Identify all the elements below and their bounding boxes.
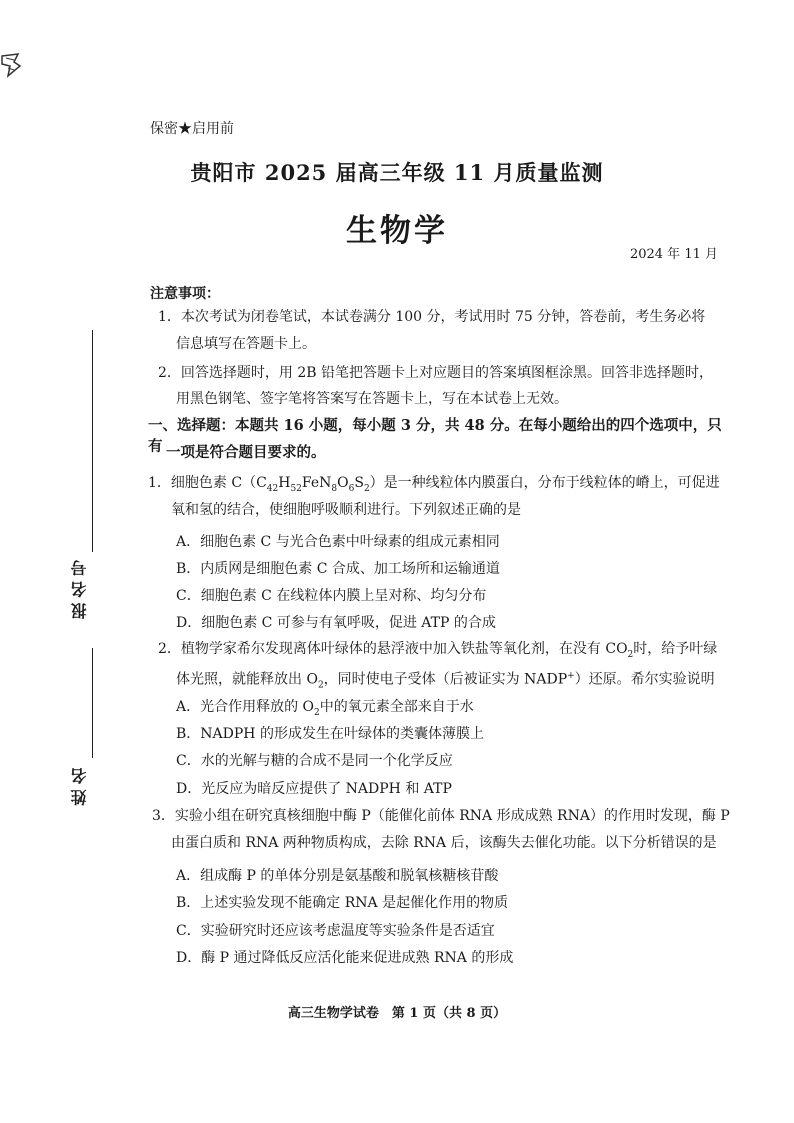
binding-line-middle [92,648,93,758]
q2-sub: 2 [317,680,324,691]
q3-option-a: A．组成酶 P 的单体分别是氨基酸和脱氧核糖核苷酸 [176,868,499,884]
q1-sub: 52 [290,483,302,494]
confidential-mark: 保密★启用前 [150,121,234,137]
section-heading: 一、选择题：本题共 16 小题，每小题 3 分，共 48 分。在每小题给出的四个选项中，只有 [148,417,722,455]
q1-stem-end: ）是一种线粒体内膜蛋白，分布于线粒体的嵴上，可促进 [369,475,720,491]
corner-scan-mark [0,52,22,78]
q2-option-a [176,696,474,718]
question-3-stem: 3．实验小组在研究真核细胞中酶 P（能催化前体 RNA 形成成熟 RNA）的作用时发现，酶 P [152,808,730,824]
q2-option-c: C．水的光解与糖的合成不是同一个化学反应 [176,753,453,769]
exam-number-label: 报 名 号 [70,560,89,620]
q3-option-b: B．上述实验发现不能确定 RNA 是起催化作用的物质 [176,895,509,911]
q1-formula: H [278,475,291,491]
question-1-stem-cont: 氧和氢的结合，使细胞呼吸顺利进行。下列叙述正确的是 [171,502,521,518]
question-3-stem-cont: 由蛋白质和 RNA 两种物质构成，去除 RNA 后，该酶失去催化功能。以下分析错误的是 [171,835,717,851]
q2-option-b: B．NADPH 的形成发生在叶绿体的类囊体薄膜上 [176,726,484,742]
question-2-stem-cont [176,663,736,699]
q1-option-b: B．内质网是细胞色素 C 合成、加工场所和运输通道 [176,561,500,577]
q2-option-d: D．光反应为暗反应提供了 NADPH 和 ATP [176,781,452,797]
exam-title: 贵阳市 2025 届高三年级 11 月质量监测 [190,160,604,185]
notice-item-2-cont: 用黑色钢笔、签字笔将答案写在答题卡上，写在本试卷上无效。 [176,391,568,407]
q3-option-c: C．实验研究时还应该考虑温度等实验条件是否适宜 [176,923,495,939]
q1-formula: S [354,475,364,491]
q1-option-a: A．细胞色素 C 与光合色素中叶绿素的组成元素相同 [176,534,500,550]
binding-line-top [92,330,93,552]
notice-item-1: 1．本次考试为闭卷笔试，本试卷满分 100 分，考试用时 75 分钟，答卷前，考生务必将 [158,309,706,325]
q2-line2-b: ，同时使电子受体（后被证实为 NADP [323,671,568,688]
q3-option-d: D．酶 P 通过降低反应活化能来促进成熟 RNA 的形成 [176,950,514,966]
q1-sub: 2 [363,483,370,494]
q1-formula: FeN [301,475,332,491]
q1-formula: O [337,475,349,491]
q1-sub: 42 [266,483,279,494]
q1-option-d: D．细胞色素 C 可参与有氧呼吸，促进 ATP 的合成 [176,615,496,631]
exam-date: 2024 年 11 月 [629,247,718,262]
q1-option-c: C．细胞色素 C 在线粒体内膜上呈对称、均匀分布 [176,588,487,604]
page-footer: 高三生物学试卷 第 1 页（共 8 页） [287,1006,507,1021]
q2-a-text-end: 中的氧元素全部来自于水 [319,699,474,715]
notice-item-1-cont: 信息填写在答题卡上。 [176,336,316,352]
q2-a-text: A．光合作用释放的 O [176,699,315,715]
subject-title: 生物学 [346,213,448,249]
q2-sup: + [567,671,575,681]
q2-sub: 2 [627,649,634,660]
q2-line2-c: ）还原。希尔实验说明 [574,671,715,688]
q1-stem-start: 1．细胞色素 C（C [148,475,267,491]
notice-item-2: 2．回答选择题时，用 2B 铅笔把答题卡上对应题目的答案填图框涂黑。回答非选择题时， [158,365,714,381]
section-heading-cont: 一项是符合题目要求的。 [166,444,326,461]
q2-stem-start: 2．植物学家希尔发现离体叶绿体的悬浮液中加入铁盐等氧化剂，在没有 CO [158,641,628,657]
notice-heading: 注意事项： [150,286,220,302]
q1-sub: 8 [331,483,338,494]
q1-sub: 6 [348,483,355,494]
name-label: 姓 名 [70,768,89,806]
q2-stem-end: 时，给予叶绿 [633,641,718,657]
q2-line2-a: 体光照，就能释放出 O [176,671,318,688]
q2-sub: 2 [314,707,320,718]
